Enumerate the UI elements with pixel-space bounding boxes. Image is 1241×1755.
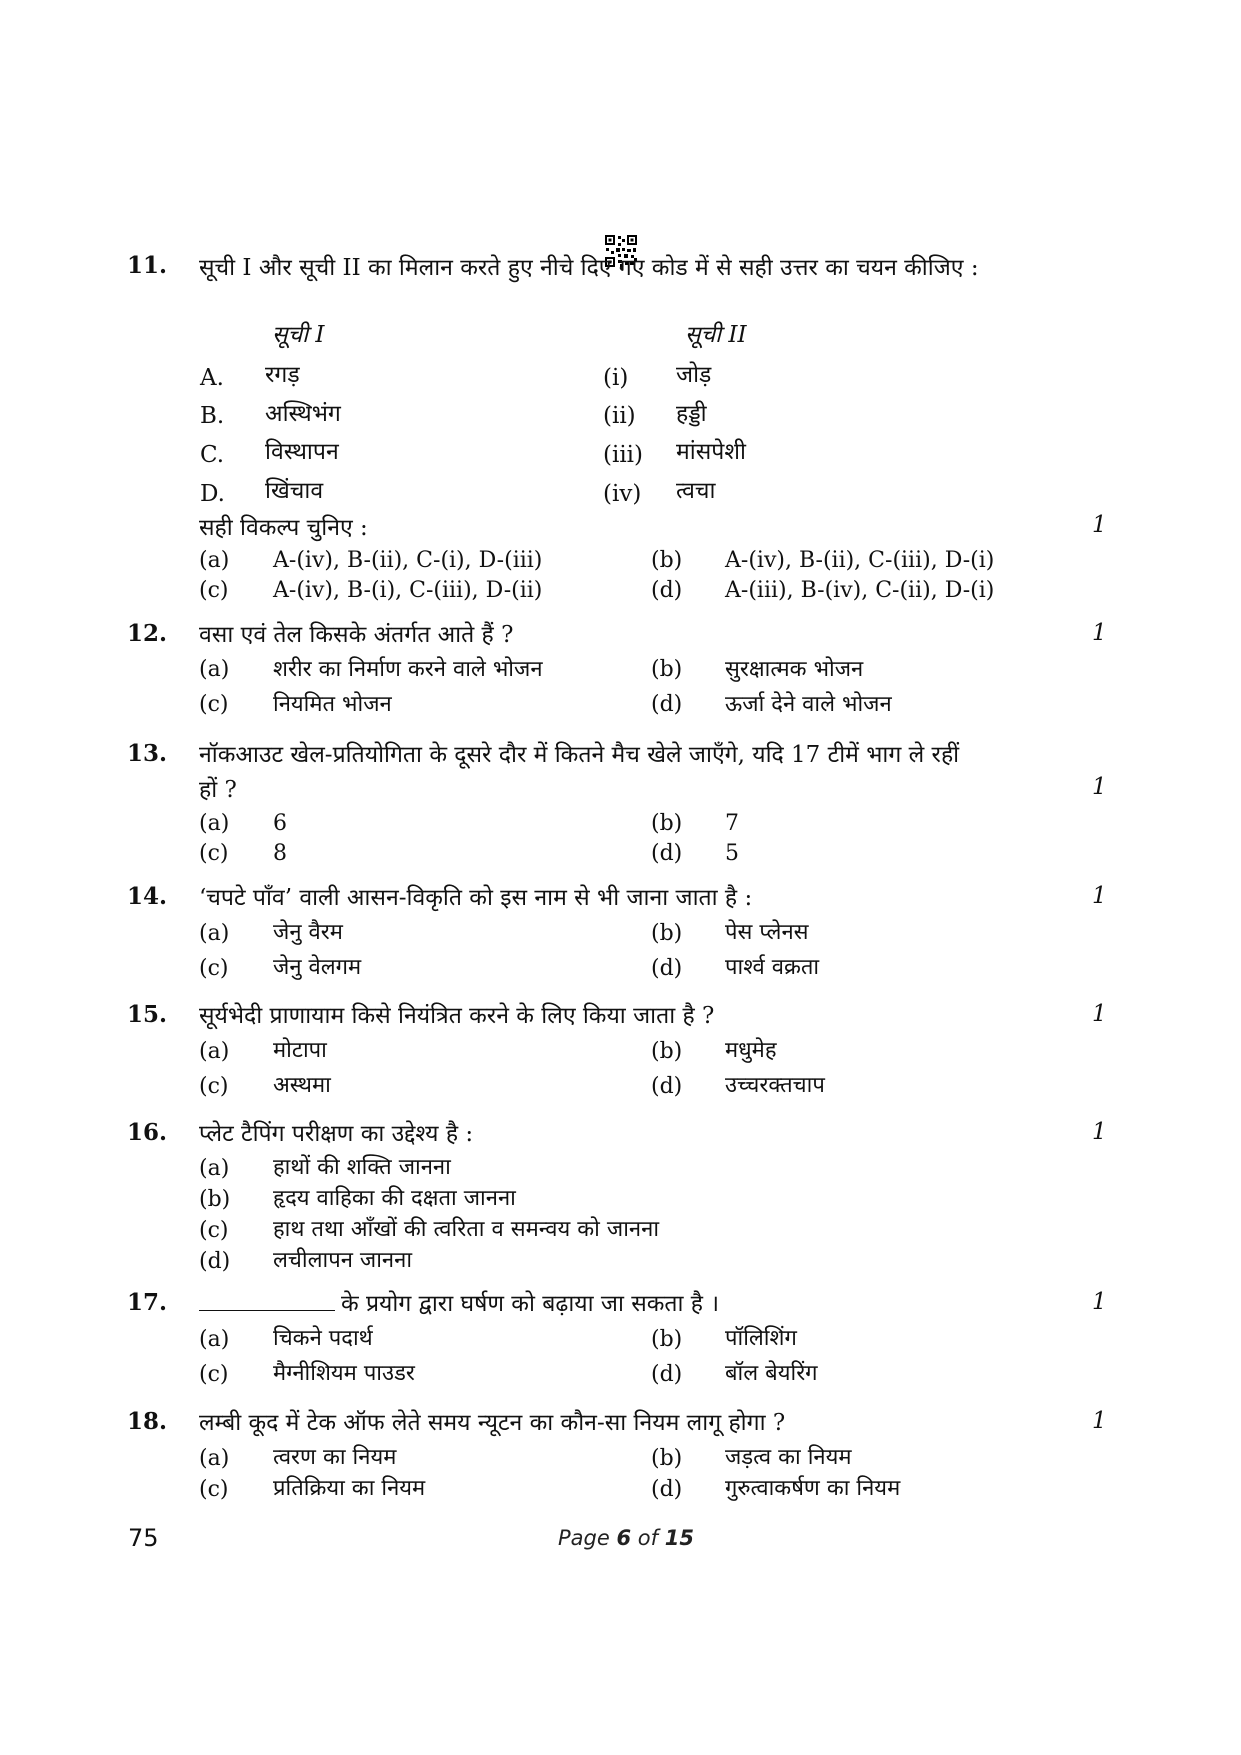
match-row-term: मांसपेशी	[676, 439, 746, 465]
option-text: A-(iv), B-(i), C-(iii), D-(ii)	[273, 578, 543, 603]
list-header: सूची II	[685, 322, 747, 348]
option-label: (a)	[199, 921, 230, 946]
marks: 1	[1092, 883, 1107, 909]
option-text: हाथ तथा आँखों की त्वरिता व समन्वय को जानना	[273, 1217, 660, 1242]
marks: 1	[1092, 620, 1107, 646]
page-label: Page	[558, 1526, 610, 1550]
marks: 1	[1092, 1408, 1107, 1434]
option-text: शरीर का निर्माण करने वाले भोजन	[273, 657, 543, 682]
question-text: सूची I और सूची II का मिलान करते हुए नीचे दिए गए कोड में से सही उत्तर का चयन कीजिए :	[199, 255, 979, 281]
option-text: नियमित भोजन	[273, 692, 392, 717]
option-text: मोटापा	[273, 1038, 327, 1063]
option-text: लचीलापन जानना	[273, 1248, 413, 1273]
option-label: (d)	[651, 841, 683, 866]
marks: 1	[1092, 774, 1107, 800]
option-text: चिकने पदार्थ	[273, 1326, 373, 1351]
marks: 1	[1092, 1001, 1107, 1027]
option-text: जेनु वेलगम	[273, 955, 362, 980]
option-text: अस्थमा	[273, 1073, 331, 1098]
question-text: नॉकआउट खेल-प्रतियोगिता के दूसरे दौर में कितने मैच खेले जाएँगे, यदि 17 टीमें भाग ले रहीं	[199, 742, 960, 768]
option-text: उच्चरक्तचाप	[725, 1073, 825, 1098]
page-total: 15	[664, 1526, 694, 1550]
option-text: ऊर्जा देने वाले भोजन	[725, 692, 892, 717]
option-label: (d)	[651, 1477, 683, 1502]
option-text: सुरक्षात्मक भोजन	[725, 657, 864, 682]
match-row-term: त्वचा	[676, 478, 716, 504]
option-text: हृदय वाहिका की दक्षता जानना	[273, 1186, 516, 1211]
question-number: 15.	[127, 1001, 168, 1028]
option-text: A-(iv), B-(ii), C-(iii), D-(i)	[725, 548, 995, 573]
option-text: गुरुत्वाकर्षण का नियम	[725, 1476, 901, 1501]
match-row-letter: B.	[200, 403, 225, 429]
option-label: (a)	[199, 548, 230, 573]
option-text: A-(iii), B-(iv), C-(ii), D-(i)	[725, 578, 995, 603]
page-number: 6	[616, 1526, 632, 1550]
option-text: हाथों की शक्ति जानना	[273, 1155, 451, 1180]
page-of: of	[637, 1526, 659, 1550]
option-label: (c)	[199, 578, 229, 603]
match-row-term: खिंचाव	[265, 478, 324, 504]
option-label: (c)	[199, 1362, 229, 1387]
option-text: पेस प्लेनस	[725, 920, 809, 945]
list-header: सूची I	[272, 322, 325, 348]
option-text: पॉलिशिंग	[725, 1326, 797, 1351]
paper-code: 75	[128, 1524, 159, 1552]
match-row-roman: (iii)	[603, 442, 644, 468]
question-text: प्लेट टैपिंग परीक्षण का उद्देश्य है :	[199, 1121, 474, 1147]
page-indicator	[558, 1526, 694, 1550]
match-row-roman: (ii)	[603, 403, 636, 429]
option-label: (c)	[199, 1218, 229, 1243]
question-text: लम्बी कूद में टेक ऑफ लेते समय न्यूटन का कौन-सा नियम लागू होगा ?	[199, 1410, 786, 1436]
option-label: (b)	[651, 548, 683, 573]
match-row-term: रगड़	[265, 362, 300, 388]
question-number: 16.	[127, 1119, 168, 1146]
question-text: सूर्यभेदी प्राणायाम किसे नियंत्रित करने के लिए किया जाता है ?	[199, 1003, 715, 1029]
question-number: 14.	[127, 883, 168, 910]
question-number: 12.	[127, 620, 168, 647]
option-text: जेनु वैरम	[273, 920, 343, 945]
option-text: प्रतिक्रिया का नियम	[273, 1476, 426, 1501]
question-text: ‘चपटे पाँव’ वाली आसन-विकृति को इस नाम से भी जाना जाता है :	[199, 885, 753, 911]
match-row-roman: (iv)	[603, 481, 642, 507]
match-row-roman: (i)	[603, 365, 629, 391]
option-text: 8	[273, 841, 287, 866]
marks: 1	[1092, 1289, 1107, 1315]
option-label: (b)	[651, 1039, 683, 1064]
question-number: 13.	[127, 740, 168, 767]
question-text: के प्रयोग द्वारा घर्षण को बढ़ाया जा सकता है ।	[341, 1291, 720, 1317]
option-label: (d)	[651, 578, 683, 603]
option-label: (d)	[651, 1362, 683, 1387]
question-number: 11.	[127, 252, 168, 279]
match-row-letter: D.	[200, 481, 225, 507]
option-label: (b)	[199, 1187, 231, 1212]
match-row-letter: A.	[200, 365, 224, 391]
option-label: (c)	[199, 692, 229, 717]
match-row-letter: C.	[200, 442, 225, 468]
marks: 1	[1092, 512, 1107, 538]
option-text: A-(iv), B-(ii), C-(i), D-(iii)	[273, 548, 543, 573]
option-text: पार्श्व वक्रता	[725, 955, 820, 980]
option-label: (d)	[651, 1074, 683, 1099]
option-label: (a)	[199, 1327, 230, 1352]
option-label: (b)	[651, 1446, 683, 1471]
option-label: (c)	[199, 1477, 229, 1502]
option-label: (a)	[199, 1446, 230, 1471]
option-label: (a)	[199, 657, 230, 682]
question-text: हों ?	[199, 777, 237, 803]
marks: 1	[1092, 1119, 1107, 1145]
match-row-term: जोड़	[676, 362, 712, 388]
option-label: (b)	[651, 921, 683, 946]
choose-option-text: सही विकल्प चुनिए :	[199, 515, 368, 541]
question-number: 18.	[127, 1408, 168, 1435]
question-text: वसा एवं तेल किसके अंतर्गत आते हैं ?	[199, 622, 514, 648]
option-text: मधुमेह	[725, 1038, 777, 1063]
option-label: (b)	[651, 811, 683, 836]
option-text: 7	[725, 811, 739, 836]
option-label: (b)	[651, 1327, 683, 1352]
option-label: (d)	[199, 1249, 231, 1274]
option-text: बॉल बेयरिंग	[725, 1361, 818, 1386]
option-text: त्वरण का नियम	[273, 1445, 397, 1470]
option-text: 6	[273, 811, 287, 836]
match-row-term: हड्डी	[676, 401, 707, 427]
match-row-term: विस्थापन	[265, 439, 339, 465]
match-row-term: अस्थिभंग	[265, 401, 341, 427]
option-label: (d)	[651, 692, 683, 717]
option-label: (c)	[199, 956, 229, 981]
option-label: (a)	[199, 1039, 230, 1064]
option-text: जड़त्व का नियम	[725, 1445, 852, 1470]
option-label: (d)	[651, 956, 683, 981]
question-line	[199, 1286, 719, 1318]
option-label: (a)	[199, 1156, 230, 1181]
question-number: 17.	[127, 1289, 168, 1316]
option-label: (c)	[199, 1074, 229, 1099]
option-text: मैग्नीशियम पाउडर	[273, 1361, 415, 1386]
option-label: (a)	[199, 811, 230, 836]
fill-in-blank	[199, 1292, 335, 1311]
option-text: 5	[725, 841, 739, 866]
option-label: (c)	[199, 841, 229, 866]
option-label: (b)	[651, 657, 683, 682]
